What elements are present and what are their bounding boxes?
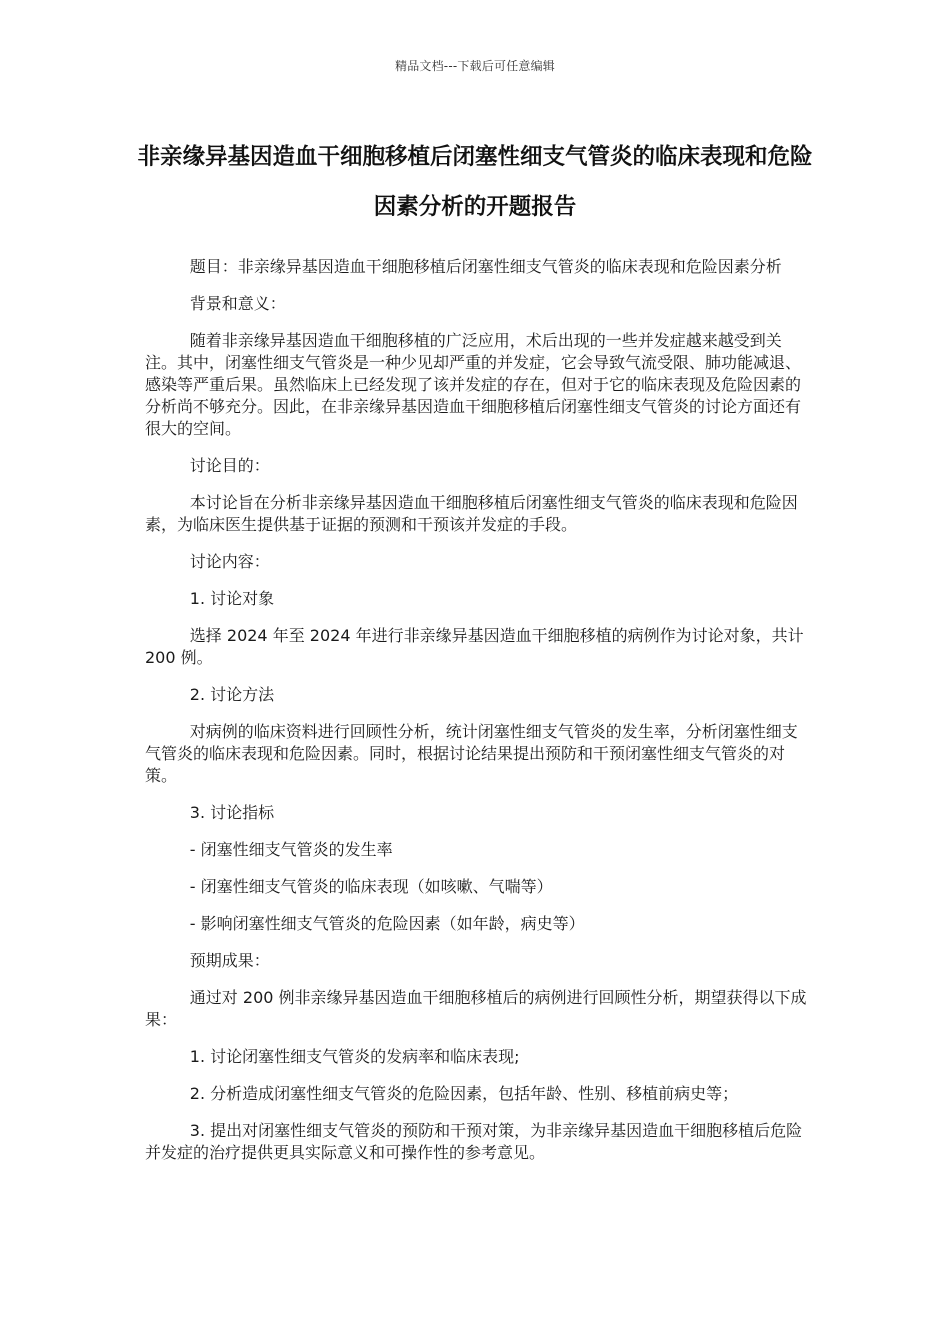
header-note: 精品文档---下载后可任意编辑 — [395, 59, 555, 73]
list-item-indicator-2: - 闭塞性细支气管炎的临床表现（如咳嗽、气喘等） — [189, 877, 553, 896]
paragraph-subjects: 选择 2024 年至 2024 年进行非亲缘异基因造血干细胞移植的病例作为讨论对象，共计 200 例。 — [145, 626, 804, 667]
list-item-result-2: 2. 分析造成闭塞性细支气管炎的危险因素，包括年龄、性别、移植前病史等； — [189, 1084, 739, 1103]
paragraph-background: 随着非亲缘异基因造血干细胞移植的广泛应用，术后出现的一些并发症越来越受到关注。其中，闭塞性细支气管炎是一种少见却严重的并发症，它会导致气流受限、肺功能减退、感染等严重后果。虽然临床上已经发现了该并发症的存在，但对于它的临床表现及危险因素的分析尚不够充分。因此，在非亲缘异基因造血干细胞移植后闭塞性细支气管炎的讨论方面还有很大的空间。 — [145, 331, 802, 438]
paragraph-topic: 题目：非亲缘异基因造血干细胞移植后闭塞性细支气管炎的临床表现和危险因素分析 — [189, 257, 782, 276]
paragraph-methods: 对病例的临床资料进行回顾性分析，统计闭塞性细支气管炎的发生率，分析闭塞性细支气管炎的临床表现和危险因素。同时，根据讨论结果提出预防和干预闭塞性细支气管炎的对策。 — [145, 722, 798, 785]
list-item-indicator-1: - 闭塞性细支气管炎的发生率 — [189, 840, 393, 859]
paragraph-purpose: 本讨论旨在分析非亲缘异基因造血干细胞移植后闭塞性细支气管炎的临床表现和危险因素，为临床医生提供基于证据的预测和干预该并发症的手段。 — [145, 493, 798, 534]
heading-content: 讨论内容： — [189, 552, 270, 571]
heading-background: 背景和意义： — [189, 294, 286, 313]
subheading-subjects: 1. 讨论对象 — [189, 589, 275, 608]
paragraph-expected-results: 通过对 200 例非亲缘异基因造血干细胞移植后的病例进行回顾性分析，期望获得以下成果： — [145, 988, 807, 1029]
subheading-indicators: 3. 讨论指标 — [189, 803, 275, 822]
list-item-result-1: 1. 讨论闭塞性细支气管炎的发病率和临床表现; — [189, 1047, 520, 1066]
list-item-indicator-3: - 影响闭塞性细支气管炎的危险因素（如年龄，病史等） — [189, 914, 585, 933]
heading-purpose: 讨论目的： — [189, 456, 270, 475]
subheading-methods: 2. 讨论方法 — [189, 685, 275, 704]
list-item-result-3: 3. 提出对闭塞性细支气管炎的预防和干预对策，为非亲缘异基因造血干细胞移植后危险并发症的治疗提供更具实际意义和可操作性的参考意见。 — [145, 1121, 803, 1162]
document-title: 非亲缘异基因造血干细胞移植后闭塞性细支气管炎的临床表现和危险因素分析的开题报告 — [137, 144, 813, 220]
heading-expected-results: 预期成果： — [189, 951, 270, 970]
document-body — [145, 256, 809, 1179]
